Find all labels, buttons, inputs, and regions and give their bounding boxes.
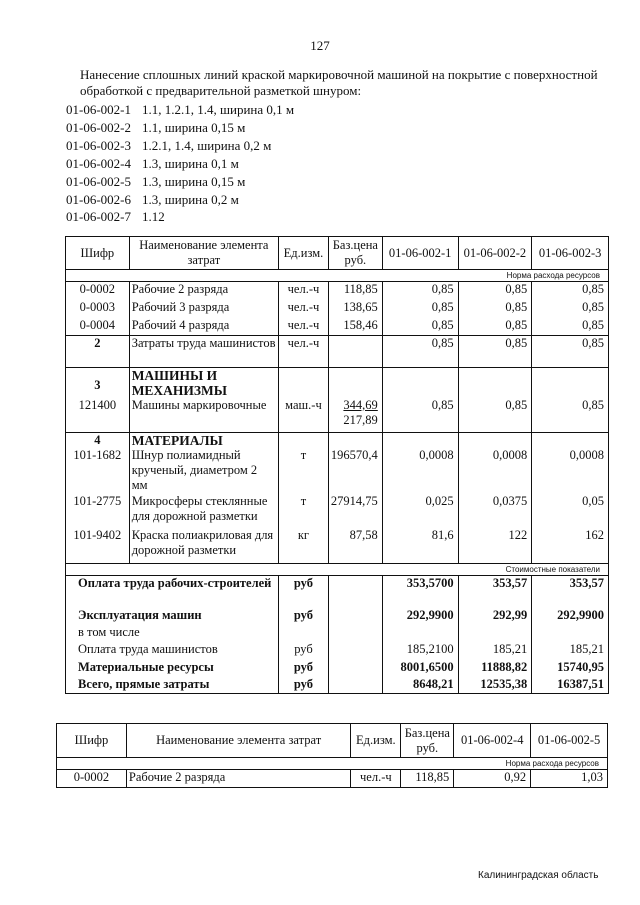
code-number: 01-06-002-3 (66, 137, 131, 153)
cost-row (66, 642, 609, 660)
resource-table-secondary (56, 723, 608, 788)
row-code: 0-0002 (66, 282, 130, 300)
code-number: 01-06-002-1 (66, 102, 131, 117)
header-col-2: 01-06-002-2 (458, 237, 532, 270)
header-col-5: 01-06-002-5 (531, 724, 608, 758)
cost-label: Стоимостные показатели (66, 564, 609, 576)
material-value-3: 162 (532, 528, 609, 564)
material-value-2: 122 (458, 528, 532, 564)
table-row (57, 770, 608, 788)
code-description: 1.3, ширина 0,1 м (142, 155, 239, 171)
machine-value-3: 0,85 (532, 398, 609, 432)
machine-price-base: 344,69 (343, 398, 378, 412)
code-description: 1.3, ширина 0,15 м (142, 173, 246, 189)
cost-value-3: 15740,95 (532, 660, 609, 677)
cost-value-1: 292,9900 (382, 608, 458, 625)
code-item (66, 191, 294, 209)
header-price: Баз.цена руб. (401, 724, 454, 758)
table-header-row (66, 237, 609, 270)
cost-name: Материальные ресурсы (66, 660, 279, 677)
material-value-3: 0,05 (532, 494, 609, 528)
row-unit: чел.-ч (351, 770, 401, 788)
cost-unit: руб (279, 642, 329, 660)
machine-unit: маш.-ч (279, 398, 329, 432)
header-col-1: 01-06-002-1 (382, 237, 458, 270)
code-description: 1.3, ширина 0,2 м (142, 191, 239, 207)
material-name: Шнур полиамидный крученый, диаметром 2 мм (129, 448, 278, 494)
row-name: Рабочий 3 разряда (129, 300, 278, 318)
code-item (66, 101, 294, 119)
labor-value-2: 0,85 (458, 336, 532, 368)
code-item (66, 119, 294, 137)
row-value-2: 0,85 (458, 318, 532, 336)
material-price: 87,58 (328, 528, 382, 564)
row-code: 0-0003 (66, 300, 130, 318)
table-row (66, 282, 609, 300)
cost-row (66, 576, 609, 608)
cost-value-2: 11888,82 (458, 660, 532, 677)
row-value-3: 0,85 (532, 318, 609, 336)
header-unit: Ед.изм. (351, 724, 401, 758)
cost-unit: руб (279, 608, 329, 625)
labor-value-3: 0,85 (532, 336, 609, 368)
header-unit: Ед.изм. (279, 237, 329, 270)
material-value-1: 0,025 (382, 494, 458, 528)
resource-table-main (65, 236, 609, 694)
machine-code: 121400 (66, 398, 130, 432)
intro-text: Нанесение сплошных линий краской маркировочной машиной на покрытие с поверхностной обработкой с предварительной разметкой шнуром: (80, 67, 598, 98)
header-price: Баз.цена руб. (328, 237, 382, 270)
table-row (66, 300, 609, 318)
cost-name: Оплата труда машинистов (66, 642, 279, 660)
labor-unit: чел.-ч (279, 336, 329, 368)
cost-row (66, 608, 609, 625)
material-name: Микросферы стеклянные для дорожной разметки (129, 494, 278, 528)
cost-name: в том числе (66, 625, 279, 642)
machines-group-code: 3 (66, 368, 130, 399)
code-item (66, 173, 294, 191)
cost-value-3: 185,21 (532, 642, 609, 660)
row-value-3: 0,85 (532, 300, 609, 318)
material-price: 196570,4 (328, 448, 382, 494)
row-value-1: 0,85 (382, 318, 458, 336)
row-value-1: 0,85 (382, 282, 458, 300)
machines-group-row (66, 368, 609, 399)
row-price: 138,65 (328, 300, 382, 318)
material-value-1: 0,0008 (382, 448, 458, 494)
cost-value-2: 292,99 (458, 608, 532, 625)
row-price: 118,85 (401, 770, 454, 788)
labor-code: 2 (66, 336, 130, 368)
region-footer: Калининградская область (478, 870, 599, 881)
material-row (66, 528, 609, 564)
header-name: Наименование элемента затрат (126, 724, 350, 758)
machines-group-name: МАШИНЫ И МЕХАНИЗМЫ (129, 368, 278, 399)
code-description: 1.2.1, 1.4, ширина 0,2 м (142, 137, 272, 153)
row-value-1: 0,92 (454, 770, 531, 788)
machine-row (66, 398, 609, 432)
material-unit: т (279, 494, 329, 528)
code-item (66, 155, 294, 173)
code-number: 01-06-002-5 (66, 173, 131, 189)
row-code: 0-0004 (66, 318, 130, 336)
row-price: 158,46 (328, 318, 382, 336)
cost-unit: руб (279, 576, 329, 608)
table-row (66, 318, 609, 336)
norm-label-row (66, 270, 609, 282)
machine-name: Машины маркировочные (129, 398, 278, 432)
row-unit: чел.-ч (279, 282, 329, 300)
material-value-1: 81,6 (382, 528, 458, 564)
cost-value-3: 16387,51 (532, 677, 609, 694)
material-value-2: 0,0008 (458, 448, 532, 494)
row-name: Рабочие 2 разряда (129, 282, 278, 300)
labor-row (66, 336, 609, 368)
header-name: Наименование элемента затрат (129, 237, 278, 270)
row-price: 118,85 (328, 282, 382, 300)
cost-value-1: 8001,6500 (382, 660, 458, 677)
page-number: 127 (310, 38, 330, 53)
material-code: 101-1682 (66, 448, 130, 494)
cost-value-1: 185,2100 (382, 642, 458, 660)
materials-group-row (66, 432, 609, 448)
code-number: 01-06-002-4 (66, 155, 131, 171)
cost-unit: руб (279, 660, 329, 677)
machine-value-2: 0,85 (458, 398, 532, 432)
norm-label-row (57, 758, 608, 770)
material-unit: кг (279, 528, 329, 564)
code-item (66, 137, 294, 155)
row-name: Рабочий 4 разряда (129, 318, 278, 336)
labor-price (328, 336, 382, 368)
cost-name: Эксплуатация машин (66, 608, 279, 625)
norm-label: Норма расхода ресурсов (66, 270, 609, 282)
code-number: 01-06-002-7 (66, 209, 131, 225)
machine-value-1: 0,85 (382, 398, 458, 432)
cost-name: Оплата труда рабочих-строителей (66, 576, 279, 608)
row-value-2: 0,85 (458, 300, 532, 318)
header-code: Шифр (57, 724, 127, 758)
cost-value-3: 292,9900 (532, 608, 609, 625)
material-code: 101-9402 (66, 528, 130, 564)
row-value-3: 0,85 (532, 282, 609, 300)
cost-value-3: 353,57 (532, 576, 609, 608)
labor-value-1: 0,85 (382, 336, 458, 368)
row-value-2: 1,03 (531, 770, 608, 788)
cost-unit: руб (279, 677, 329, 694)
code-description: 1.1, 1.2.1, 1.4, ширина 0,1 м (142, 102, 295, 117)
cost-value-2: 353,57 (458, 576, 532, 608)
labor-name: Затраты труда машинистов (129, 336, 278, 368)
table-header-row (57, 724, 608, 758)
material-unit: т (279, 448, 329, 494)
header-code: Шифр (66, 237, 130, 270)
materials-group-code: 4 (66, 432, 130, 448)
cost-label-row (66, 564, 609, 576)
row-name: Рабочие 2 разряда (126, 770, 350, 788)
code-number: 01-06-002-6 (66, 191, 131, 207)
row-unit: чел.-ч (279, 318, 329, 336)
cost-value-1: 353,5700 (382, 576, 458, 608)
material-name: Краска полиакриловая для дорожной разметки (129, 528, 278, 564)
norm-label: Норма расхода ресурсов (57, 758, 608, 770)
header-col-4: 01-06-002-4 (454, 724, 531, 758)
row-code: 0-0002 (57, 770, 127, 788)
material-row (66, 494, 609, 528)
header-col-3: 01-06-002-3 (532, 237, 609, 270)
material-code: 101-2775 (66, 494, 130, 528)
row-unit: чел.-ч (279, 300, 329, 318)
code-list (66, 101, 294, 226)
material-row (66, 448, 609, 494)
row-value-1: 0,85 (382, 300, 458, 318)
cost-name: Всего, прямые затраты (66, 677, 279, 694)
code-item (66, 208, 294, 226)
code-description: 1.1, ширина 0,15 м (142, 119, 246, 135)
cost-row (66, 625, 609, 642)
cost-value-2: 12535,38 (458, 677, 532, 694)
material-value-3: 0,0008 (532, 448, 609, 494)
row-value-2: 0,85 (458, 282, 532, 300)
cost-value-1: 8648,21 (382, 677, 458, 694)
material-value-2: 0,0375 (458, 494, 532, 528)
materials-group-name: МАТЕРИАЛЫ (129, 432, 278, 448)
material-price: 27914,75 (328, 494, 382, 528)
code-number: 01-06-002-2 (66, 119, 131, 135)
cost-row (66, 660, 609, 677)
cost-value-2: 185,21 (458, 642, 532, 660)
code-description: 1.12 (142, 209, 165, 225)
cost-row (66, 677, 609, 694)
machine-price-labor: 217,89 (343, 413, 378, 427)
machine-price (328, 398, 382, 432)
